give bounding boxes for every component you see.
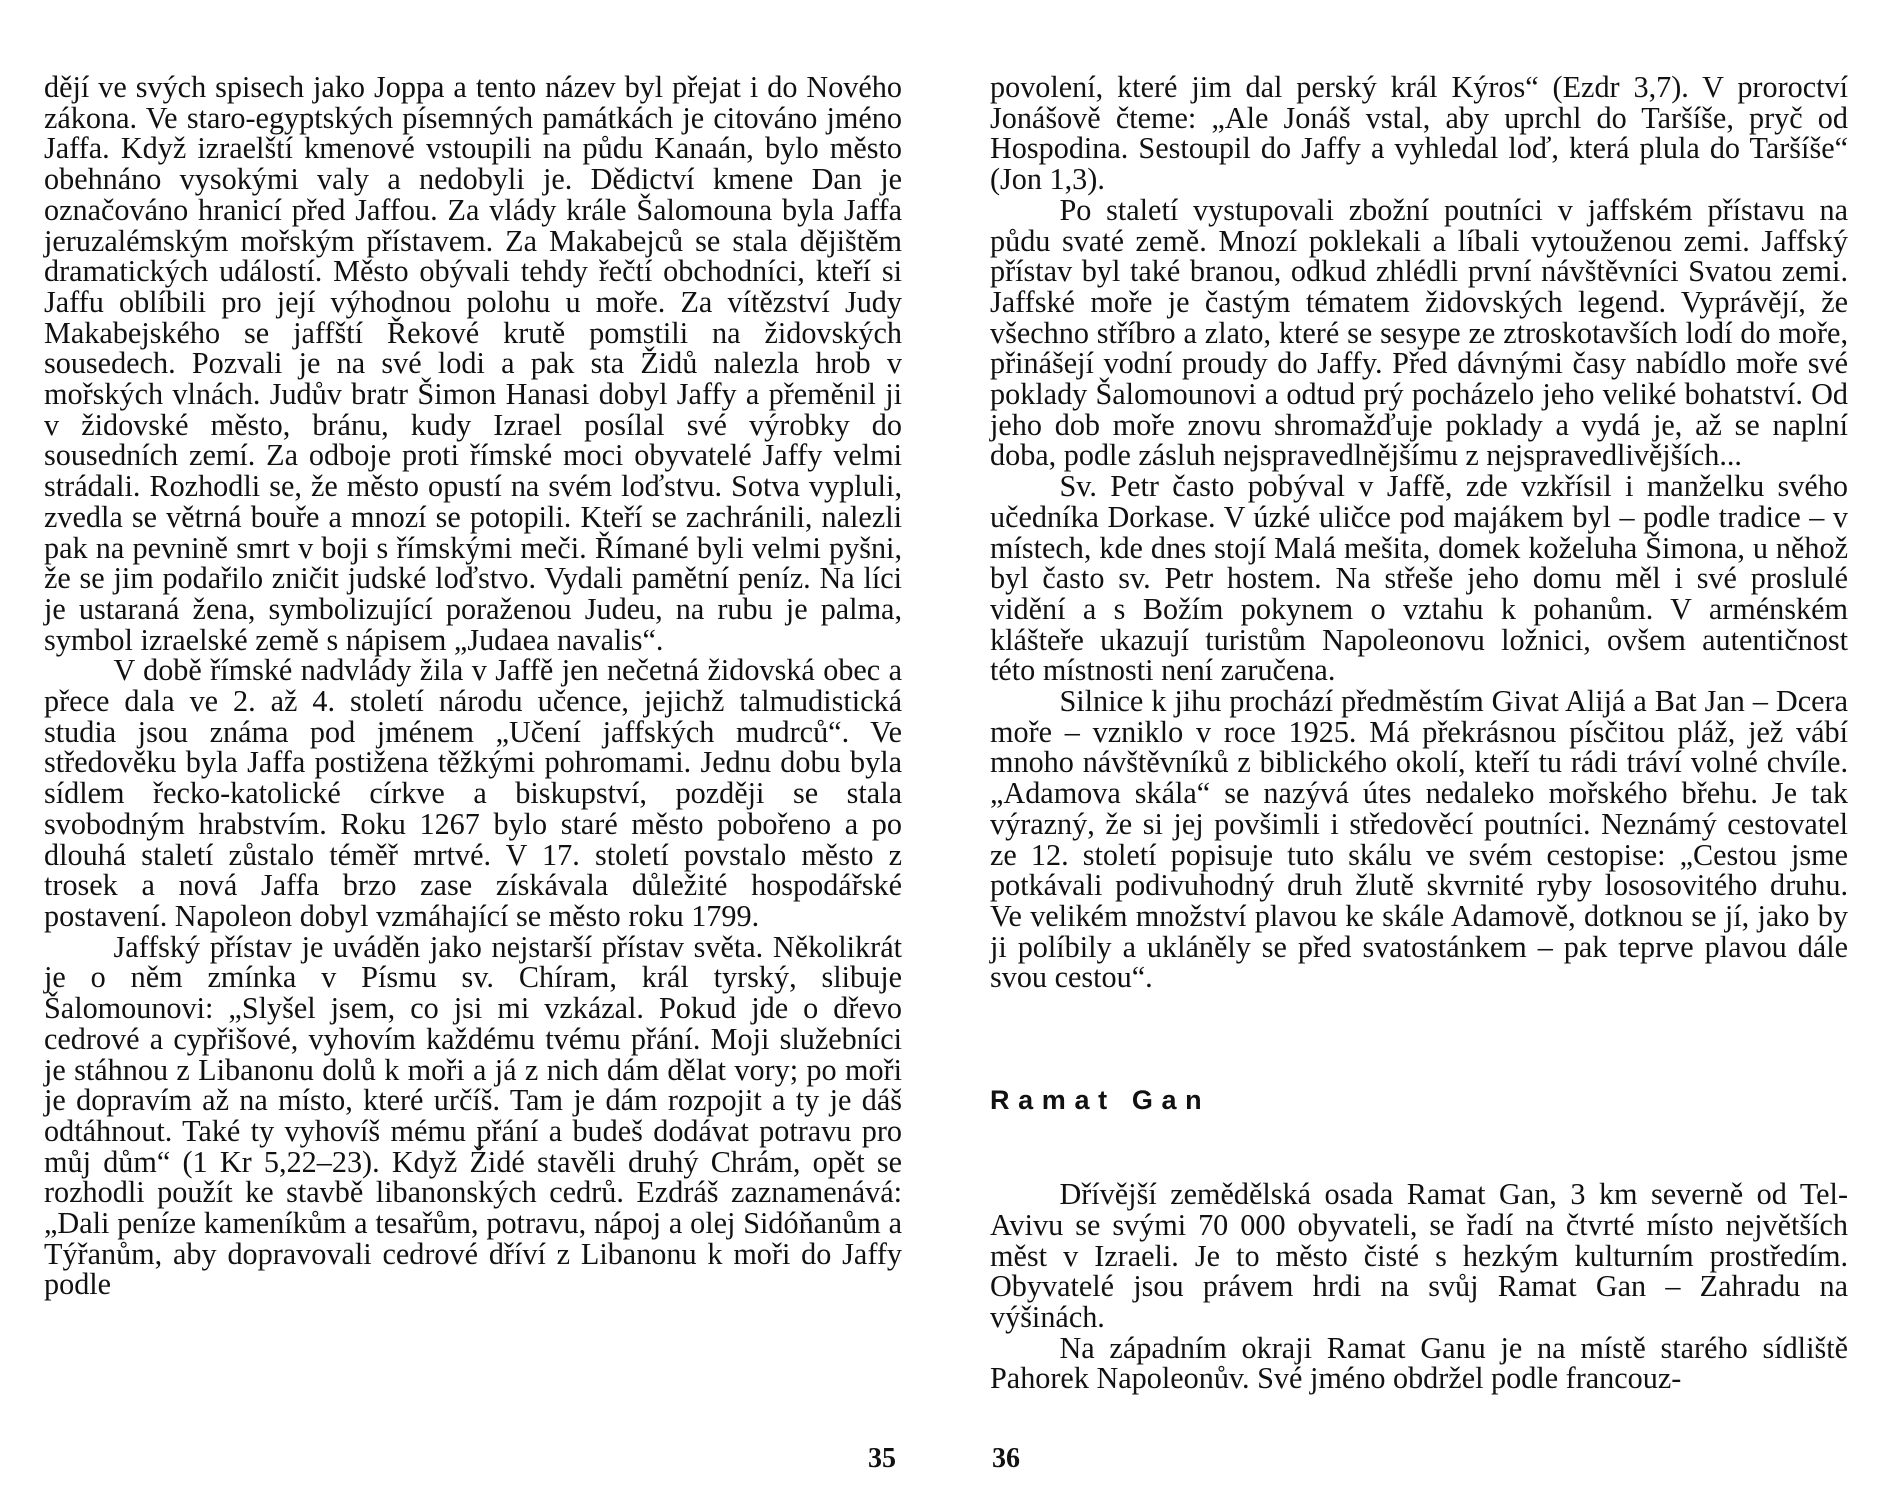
paragraph: Po staletí vystupovali zbožní poutníci v jaffském přístavu na půdu svaté země. Mnozí poklekali a líbali vytouženou zemi. Jaffský přístav byl také branou, odkud zhlédli první návštěvníci Svatou zemi. Jaffské moře je častým tématem židovských legend. Vyprávějí, že všechno stříbro a zlato, které se sesype ze ztroskotavších lodí do moře, přinášejí vodní proudy do Jaffy. Před dávnými časy nabídlo moře své poklady Šalomounovi a odtud prý pocházelo jeho veliké bohatství. Od jeho dob moře znovu shromažďuje poklady a vydá je, až se naplní doba, podle zásluh nejspravedlnějšímu z nejspravedlivějších... [990,192,1848,473]
paragraph: Silnice k jihu prochází předměstím Givat Alijá a Bat Jan – Dcera moře – vzniklo v roce 1925. Má překrásnou písčitou pláž, jež vábí mnoho návštěvníků z biblického okolí, kteří tu rádi tráví volné chvíle. „Adamova skála“ se nazývá útes nedaleko mořského břehu. Je tak výrazný, že si jej povšimli i středověcí poutníci. Neznámý cestovatel ze 12. století popisuje tuto skálu ve svém cestopise: „Cestou jsme potkávali podivuhodný druh žlutě skvrnité ryby lososovitého druhu. Ve velikém množství plavou ke skále Adamově, dotknou se jí, jako by ji políbily a ukláněly se před svatostánkem – pak teprve plavou dále svou cestou“. [990,684,1848,995]
paragraph: Dřívější zemědělská osada Ramat Gan, 3 km severně od Tel-Avivu se svými 70 000 obyvateli, se řadí na čtvrté místo největších měst v Izraeli. Je to město čisté s hezkým kulturním prostředím. Obyvatelé jsou právem hrdi na svůj Ramat Gan – Zahradu na výšinách. [990,1177,1848,1334]
paragraph: Jaffský přístav je uváděn jako nejstarší přístav světa. Několikrát je o něm zmínka v Písmu sv. Chíram, král tyrský, slibuje Šalomounovi: „Slyšel jsem, co jsi mi vzkázal. Pokud jde o dřevo cedrové a cypřišové, vyhovím každému tvému přání. Moji služebníci je stáhnou z Libanonu dolů k moři a já z nich dám dělat vory; po moři je dopravím až na místo, které určíš. Tam je dám rozpojit a ty je dáš odtáhnout. Také ty vyhovíš mému přání a budeš dodávat potravu pro můj dům“ (1 Kr 5,22–23). Když Židé stavěli druhý Chrám, opět se rozhodli použít ke stavbě libanonských cedrů. Ezdráš zaznamenává: „Dali peníze kameníkům a tesařům, potravu, nápoj a olej Sidóňanům a Týřanům, aby dopravovali cedrové dříví z Libanonu k moři do Jaffy podle [44,929,902,1302]
page-number-left: 35 [868,1443,896,1474]
paragraph: V době římské nadvlády žila v Jaffě jen nečetná židovská obec a přece dala ve 2. až 4. století národu učence, jejichž talmudistická studia jsou známa pod jménem „Učení jaffských mudrců“. Ve středověku byla Jaffa postižena těžkými pohromami. Jednu dobu byla sídlem řecko-katolické církve a biskupství, později se stala svobodným hrabstvím. Roku 1267 bylo staré město pobořeno a po dlouhá staletí zůstalo téměř mrtvé. V 17. století povstalo město z trosek a nová Jaffa brzo zase získávala důležité hospodářské postavení. Napoleon dobyl vzmáhající se město roku 1799. [44,653,902,933]
paragraph: dějí ve svých spisech jako Joppa a tento název byl přejat i do Nového zákona. Ve staro-egyptských písemných památkách je citováno jméno Jaffa. Když izraelští kmenové vstoupili na půdu Kanaán, bylo město obehnáno vysokými valy a nedobyli je. Dědictví kmene Dan je označováno hranicí před Jaffou. Za vlády krále Šalomouna byla Jaffa jeruzalémským mořským přístavem. Za Makabejců se stala dějištěm dramatických událostí. Město obývali tehdy řečtí obchodníci, kteří si Jaffu oblíbili pro její výhodnou polohu u moře. Za vítězství Judy Makabejského se jaffští Řekové krutě pomstili na židovských sousedech. Pozvali je na své lodi a pak sta Židů nalezla hrob v mořských vlnách. Judův bratr Šimon Hanasi dobyl Jaffy a přeměnil ji v židovské město, bránu, kudy Izrael posílal své výrobky do sousedních zemí. Za odboje proti římské moci obyvatelé Jaffy velmi strádali. Rozhodli se, že město opustí na svém loďstvu. Sotva vypluli, zvedla se větrná bouře a mnozí se potopili. Kteří se zachránili, nalezli pak na pevnině smrt v boji s římskými meči. Římané byli velmi pyšni, že se jim podařilo zničit judské loďstvo. Vydali pamětní peníz. Na líci je ustaraná žena, symbolizující poraženou Judeu, na rubu je palma, symbol izraelské země s nápisem „Judaea navalis“. [44,70,902,657]
section-heading: Ramat Gan [990,1085,1211,1116]
paragraph: povolení, které jim dal perský král Kýros“ (Ezdr 3,7). V proroctví Jonášově čteme: „Ale Jonáš vstal, aby uprchl do Taršíše, pryč od Hospodina. Sestoupil do Jaffy a vyhledal loď, která plula do Taršíše“ (Jon 1,3). [990,70,1848,197]
paragraph: Sv. Petr často pobýval v Jaffě, zde vzkřísil i manželku svého učedníka Dorkase. V úzké uličce pod majákem byl – podle tradice – v místech, kde dnes stojí Malá mešita, domek koželuha Šimona, u něhož byl často sv. Petr hostem. Na střeše jeho domu měl i své proslulé vidění a s Božím pokynem o vztahu k pohanům. V arménském klášteře ukazují turistům Napoleonovu ložnici, ovšem autentičnost této místnosti není zaručena. [990,469,1848,688]
paragraph: Na západním okraji Ramat Ganu je na místě starého sídliště Pahorek Napoleonův. Své jméno obdržel podle francouz- [990,1330,1848,1396]
page-number-right: 36 [992,1443,1020,1474]
right-page [990,72,1848,1402]
left-page [44,72,902,1402]
